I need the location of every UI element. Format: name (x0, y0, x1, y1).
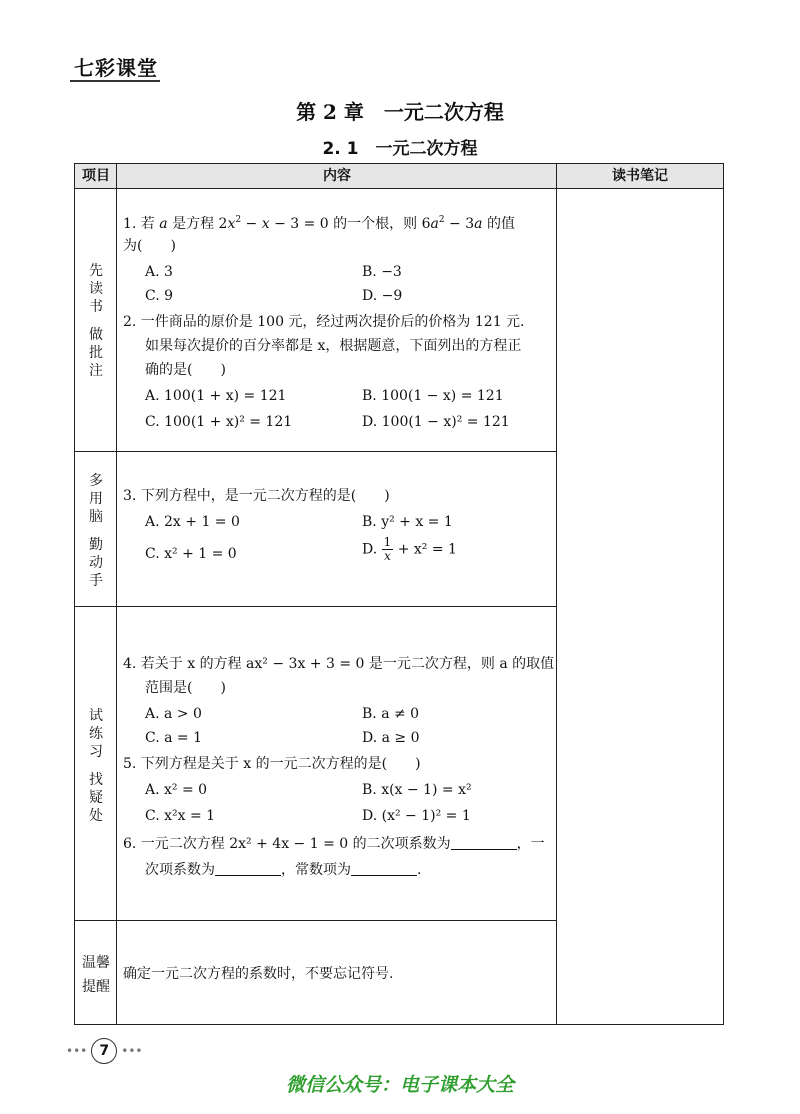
question-3-line-1: 3. 下列方程中，是一元二次方程的是( ) (123, 488, 390, 504)
q5-option-d: D. (x² − 1)² = 1 (362, 808, 471, 824)
q3-option-c: C. x² + 1 = 0 (145, 546, 237, 562)
column-divider (556, 164, 557, 1024)
q5-option-c: C. x²x = 1 (145, 808, 216, 824)
row-label-tip: 温馨 提醒 (82, 955, 110, 995)
study-table (74, 163, 724, 1025)
row-label-read: 先 读 书 做 批 注 (89, 263, 103, 379)
fraction: $\frac{1}{x}$ (383, 535, 392, 563)
q2-option-c: C. 100(1 + x)² = 121 (145, 414, 293, 430)
q5-option-a: A. x² = 0 (145, 782, 208, 798)
row-divider (75, 451, 557, 452)
q4-option-d: D. a ≥ 0 (362, 730, 420, 746)
row-label-practice: 试 练 习 找 疑 处 (89, 708, 103, 824)
row-divider (75, 920, 557, 921)
header-notes: 读书笔记 (612, 168, 668, 184)
question-5-line-1: 5. 下列方程是关于 x 的一元二次方程的是( ) (123, 756, 421, 772)
q3-option-b: B. y² + x = 1 (362, 514, 453, 530)
question-4-line-2: 范围是( ) (145, 680, 226, 696)
answer-blank[interactable] (451, 835, 517, 850)
q1-option-a: A. 3 (145, 264, 173, 280)
question-1-line-1: 1. 若 a 是方程 $2x^2 - x - 3 = 0$ 的一个根，则 $6a^2 - 3a$ 的值 (123, 215, 515, 232)
question-2-line-3: 确的是( ) (145, 362, 226, 378)
tip-text: 确定一元二次方程的系数时，不要忘记符号. (123, 966, 394, 982)
header-item: 项目 (82, 168, 110, 184)
question-2-line-1: 2. 一件商品的原价是 100 元，经过两次提价后的价格为 121 元. (123, 314, 525, 330)
q3-option-d: D. $\frac{1}{x}$ + x² = 1 (362, 535, 457, 563)
q4-option-a: A. a > 0 (145, 706, 202, 722)
q1-option-c: C. 9 (145, 288, 174, 304)
header-content: 内容 (323, 168, 351, 184)
q4-option-b: B. a ≠ 0 (362, 706, 420, 722)
logo-underline (70, 80, 160, 82)
question-2-line-2: 如果每次提价的百分率都是 x，根据题意，下面列出的方程正 (145, 338, 522, 354)
question-6-line-2: 次项系数为 ，常数项为 . (145, 862, 422, 878)
answer-blank[interactable] (351, 861, 417, 876)
q5-option-b: B. x(x − 1) = x² (362, 782, 472, 798)
q1-option-d: D. −9 (362, 288, 403, 304)
q3-option-a: A. 2x + 1 = 0 (145, 514, 240, 530)
answer-blank[interactable] (215, 861, 281, 876)
q4-option-c: C. a = 1 (145, 730, 202, 746)
q2-option-b: B. 100(1 − x) = 121 (362, 388, 504, 404)
brand-logo: 七彩课堂 (74, 56, 158, 80)
q2-option-a: A. 100(1 + x) = 121 (145, 388, 287, 404)
row-label-think: 多 用 脑 勤 动 手 (89, 473, 103, 589)
question-6-line-1: 6. 一元二次方程 2x² + 4x − 1 = 0 的二次项系数为 ，一 (123, 836, 545, 852)
table-header (75, 164, 723, 189)
question-4-line-1: 4. 若关于 x 的方程 ax² − 3x + 3 = 0 是一元二次方程，则 a 的取值 (123, 656, 555, 672)
chapter-title: 第 2 章 一元二次方程 (296, 100, 504, 124)
q1-option-b: B. −3 (362, 264, 402, 280)
row-divider (75, 606, 557, 607)
question-1-line-2: 为( ) (123, 238, 176, 254)
page-number: ••• 7 ••• (66, 1038, 142, 1064)
q2-option-d: D. 100(1 − x)² = 121 (362, 414, 510, 430)
section-title: 2. 1 一元二次方程 (322, 139, 478, 159)
footer-watermark: 微信公众号：电子课本大全 (285, 1074, 514, 1096)
